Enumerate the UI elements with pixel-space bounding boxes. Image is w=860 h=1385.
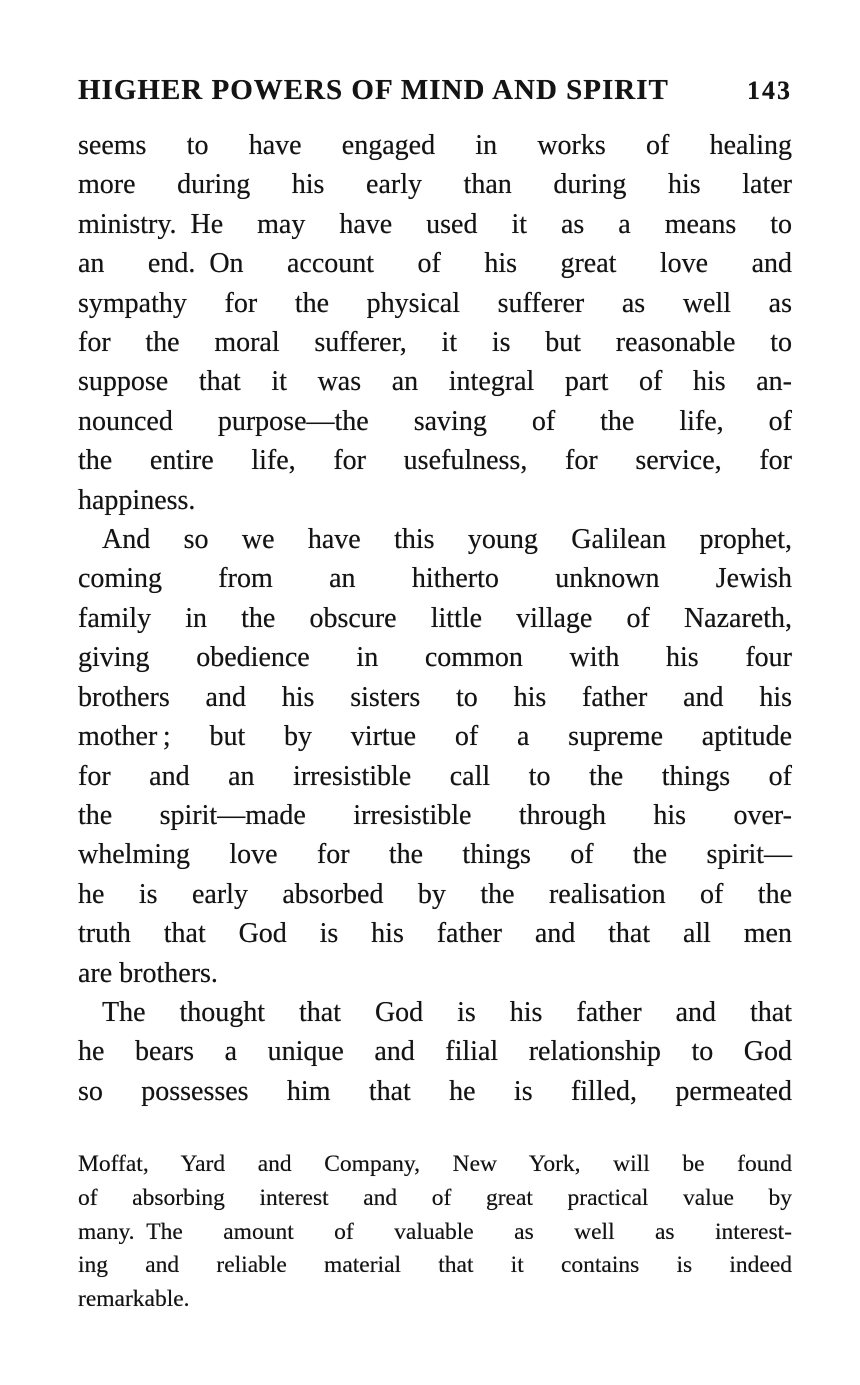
footnote-text [78, 1148, 792, 1317]
text-line: suppose that it was an integral part of his an- [78, 366, 792, 398]
running-header [78, 74, 792, 107]
page-number: 143 [747, 76, 792, 105]
body-text [78, 126, 792, 1111]
text-line: coming from an hitherto unknown Jewish [78, 563, 792, 595]
text-line: happiness. [78, 484, 196, 516]
text-line: The thought that God is his father and that [102, 996, 792, 1028]
text-line: seems to have engaged in works of healing [78, 130, 792, 161]
text-line: giving obedience in common with his four [78, 642, 792, 674]
footnote-line: of absorbing interest and of great practical value by [78, 1184, 792, 1211]
text-line: he is early absorbed by the realisation of the [78, 878, 792, 910]
text-line: an end. On account of his great love and [78, 248, 792, 280]
text-line: for and an irresistible call to the things of [78, 760, 792, 792]
text-line: nounced purpose—the saving of the life, of [78, 405, 792, 437]
text-line: brothers and his sisters to his father and his [78, 681, 792, 713]
text-line: the spirit—made irresistible through his over- [78, 799, 792, 831]
text-line: more during his early than during his later [78, 169, 792, 201]
footnote-line: ing and reliable material that it contains is indeed [78, 1252, 792, 1279]
text-line: truth that God is his father and that all men [78, 918, 792, 950]
text-line: are brothers. [78, 957, 218, 989]
header-title: HIGHER POWERS OF MIND AND SPIRIT [78, 74, 669, 106]
text-line: the entire life, for usefulness, for service, for [78, 445, 792, 477]
footnote-line: many. The amount of valuable as well as interest- [78, 1218, 792, 1245]
text-line: he bears a unique and filial relationship to God [78, 1036, 792, 1068]
footnote-line: remarkable. [78, 1286, 190, 1313]
text-line: family in the obscure little village of Nazareth, [78, 602, 792, 634]
text-line: whelming love for the things of the spirit— [78, 839, 792, 871]
text-line: ministry. He may have used it as a means to [78, 208, 792, 240]
text-line: mother ; but by virtue of a supreme aptitude [78, 721, 792, 753]
text-line: so possesses him that he is filled, permeated [78, 1075, 792, 1107]
text-line: for the moral sufferer, it is but reasonable to [78, 327, 792, 359]
text-line: And so we have this young Galilean prophet, [102, 524, 792, 556]
text-line: sympathy for the physical sufferer as well as [78, 287, 792, 319]
footnote-line: Moffat, Yard and Company, New York, will be found [78, 1151, 792, 1177]
